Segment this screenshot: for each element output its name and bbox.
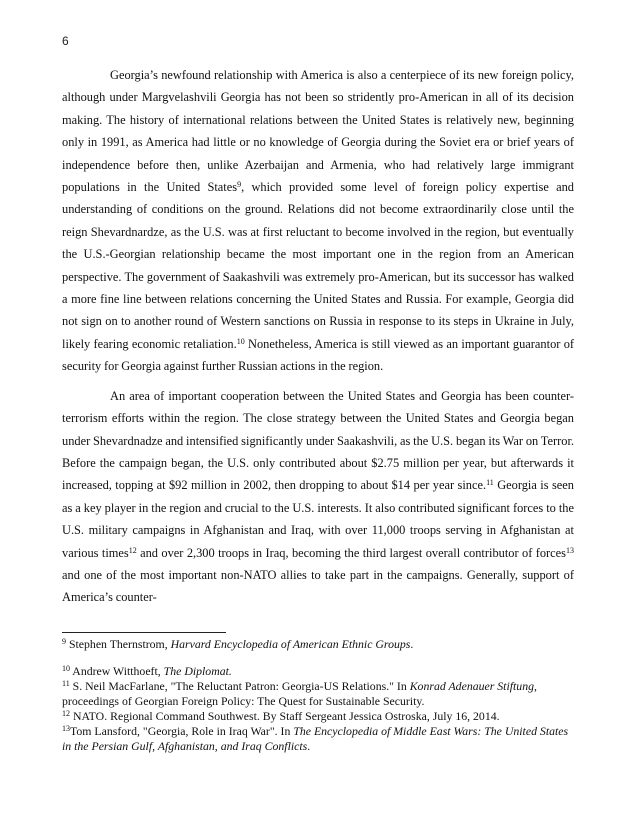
footnote-11 (62, 679, 574, 709)
paragraph-2 (62, 385, 574, 609)
footnote-title: Konrad Adenauer Stiftung (409, 679, 534, 693)
footnote-ref-10[interactable]: 10 (236, 336, 245, 346)
footnote-ref-13[interactable]: 13 (565, 545, 574, 555)
text-run: Nonetheless, America is still viewed as an important guarantor of security for Georgia against further Russian actions in the region. (62, 336, 575, 374)
footnote-title: The Encyclopedia of Middle East Wars: The United States in the Persian Gulf, Afghanistan, and Iraq Conflicts (62, 724, 569, 753)
footnote-10 (62, 664, 574, 679)
footnote-separator (62, 632, 226, 633)
footnote-text: NATO. Regional Command Southwest. By Staff Sergeant Jessica Ostroska, July 16, 2014. (70, 709, 500, 723)
text-run: Georgia is seen as a key player in the region and crucial to the U.S. interests. It also contributed significant forces to the U.S. military campaigns in Afghanistan and Iraq, with over 11,000 troops serving in Afghanistan at various times (62, 478, 575, 560)
footnote-text: Stephen Thernstrom, (66, 637, 171, 651)
footnote-ref-12[interactable]: 12 (128, 545, 137, 555)
footnote-text: , proceedings of Georgian Foreign Policy: The Quest for Sustainable Security. (62, 679, 537, 708)
page-number: 6 (62, 34, 69, 48)
text-run: An area of important cooperation between the United States and Georgia has been counter-terrorism efforts within the region. The close strategy between the United States and Georgia began under Shevardnadze and intensified significantly under Saakashvili, as the U.S. began its War on Terror. Before the campaign began, the U.S. only contributed about $2.75 million per year, but afterwards it increased, topping at $92 million in 2002, then dropping to about $14 per year since. (62, 388, 574, 493)
footnote-marker: 11 (62, 679, 70, 688)
footnote-marker: 12 (62, 709, 70, 718)
text-run: Georgia’s newfound relationship with America is also a centerpiece of its new foreign policy, although under Margvelashvili Georgia has not been so stridently pro-American in all of its decision making. The history of international relations between the United States is relatively new, beginning only in 1991, as America had little or no knowledge of Georgia during the Soviet era or brief years of independence before then, unlike Azerbaijan and Armenia, who had relatively large immigrant populations in the United States (62, 68, 574, 195)
footnote-title: The Diplomat. (163, 664, 232, 678)
footnote-marker: 10 (62, 664, 70, 673)
text-run: and over 2,300 troops in Iraq, becoming the third largest overall contributor of forces (136, 545, 566, 560)
footnote-text: . (410, 637, 414, 651)
footnote-text: S. Neil MacFarlane, "The Reluctant Patron: Georgia-US Relations." In (69, 679, 410, 693)
footnote-marker: 9 (62, 637, 66, 646)
footnote-ref-11[interactable]: 11 (486, 478, 494, 488)
text-run: , which provided some level of foreign policy expertise and understanding of conditions on the ground. Relations did not become extraordinarily close until the reign Shevardnardze, as the U.S. was at first reluctant to become involved in the region, but eventually the U.S.-Georgian relationship became the most important one in the region from an American perspective. The government of Saakashvili was extremely pro-American, but its successor has walked a more fine line between relations concerning the United States and Russia. For example, Georgia did not sign on to another round of Western sanctions on Russia in response to its steps in Ukraine in July, likely fearing economic retaliation. (62, 180, 575, 351)
footnote-marker: 13 (62, 724, 70, 733)
footnotes (62, 637, 574, 754)
body-text (62, 64, 574, 609)
footnote-9 (62, 637, 574, 652)
footnote-12 (62, 709, 574, 724)
footnote-13 (62, 724, 574, 754)
footnote-title: Harvard Encyclopedia of American Ethnic Groups (170, 637, 411, 651)
footnote-text: . (307, 739, 311, 753)
text-run: and one of the most important non-NATO allies to take part in the campaigns. Generally, support of America’s counter- (62, 567, 574, 605)
footnote-text: Andrew Witthoeft, (70, 664, 164, 678)
footnote-text: Tom Lansford, "Georgia, Role in Iraq War". In (70, 724, 294, 738)
footnote-ref-9[interactable]: 9 (237, 180, 242, 190)
paragraph-1 (62, 64, 574, 378)
